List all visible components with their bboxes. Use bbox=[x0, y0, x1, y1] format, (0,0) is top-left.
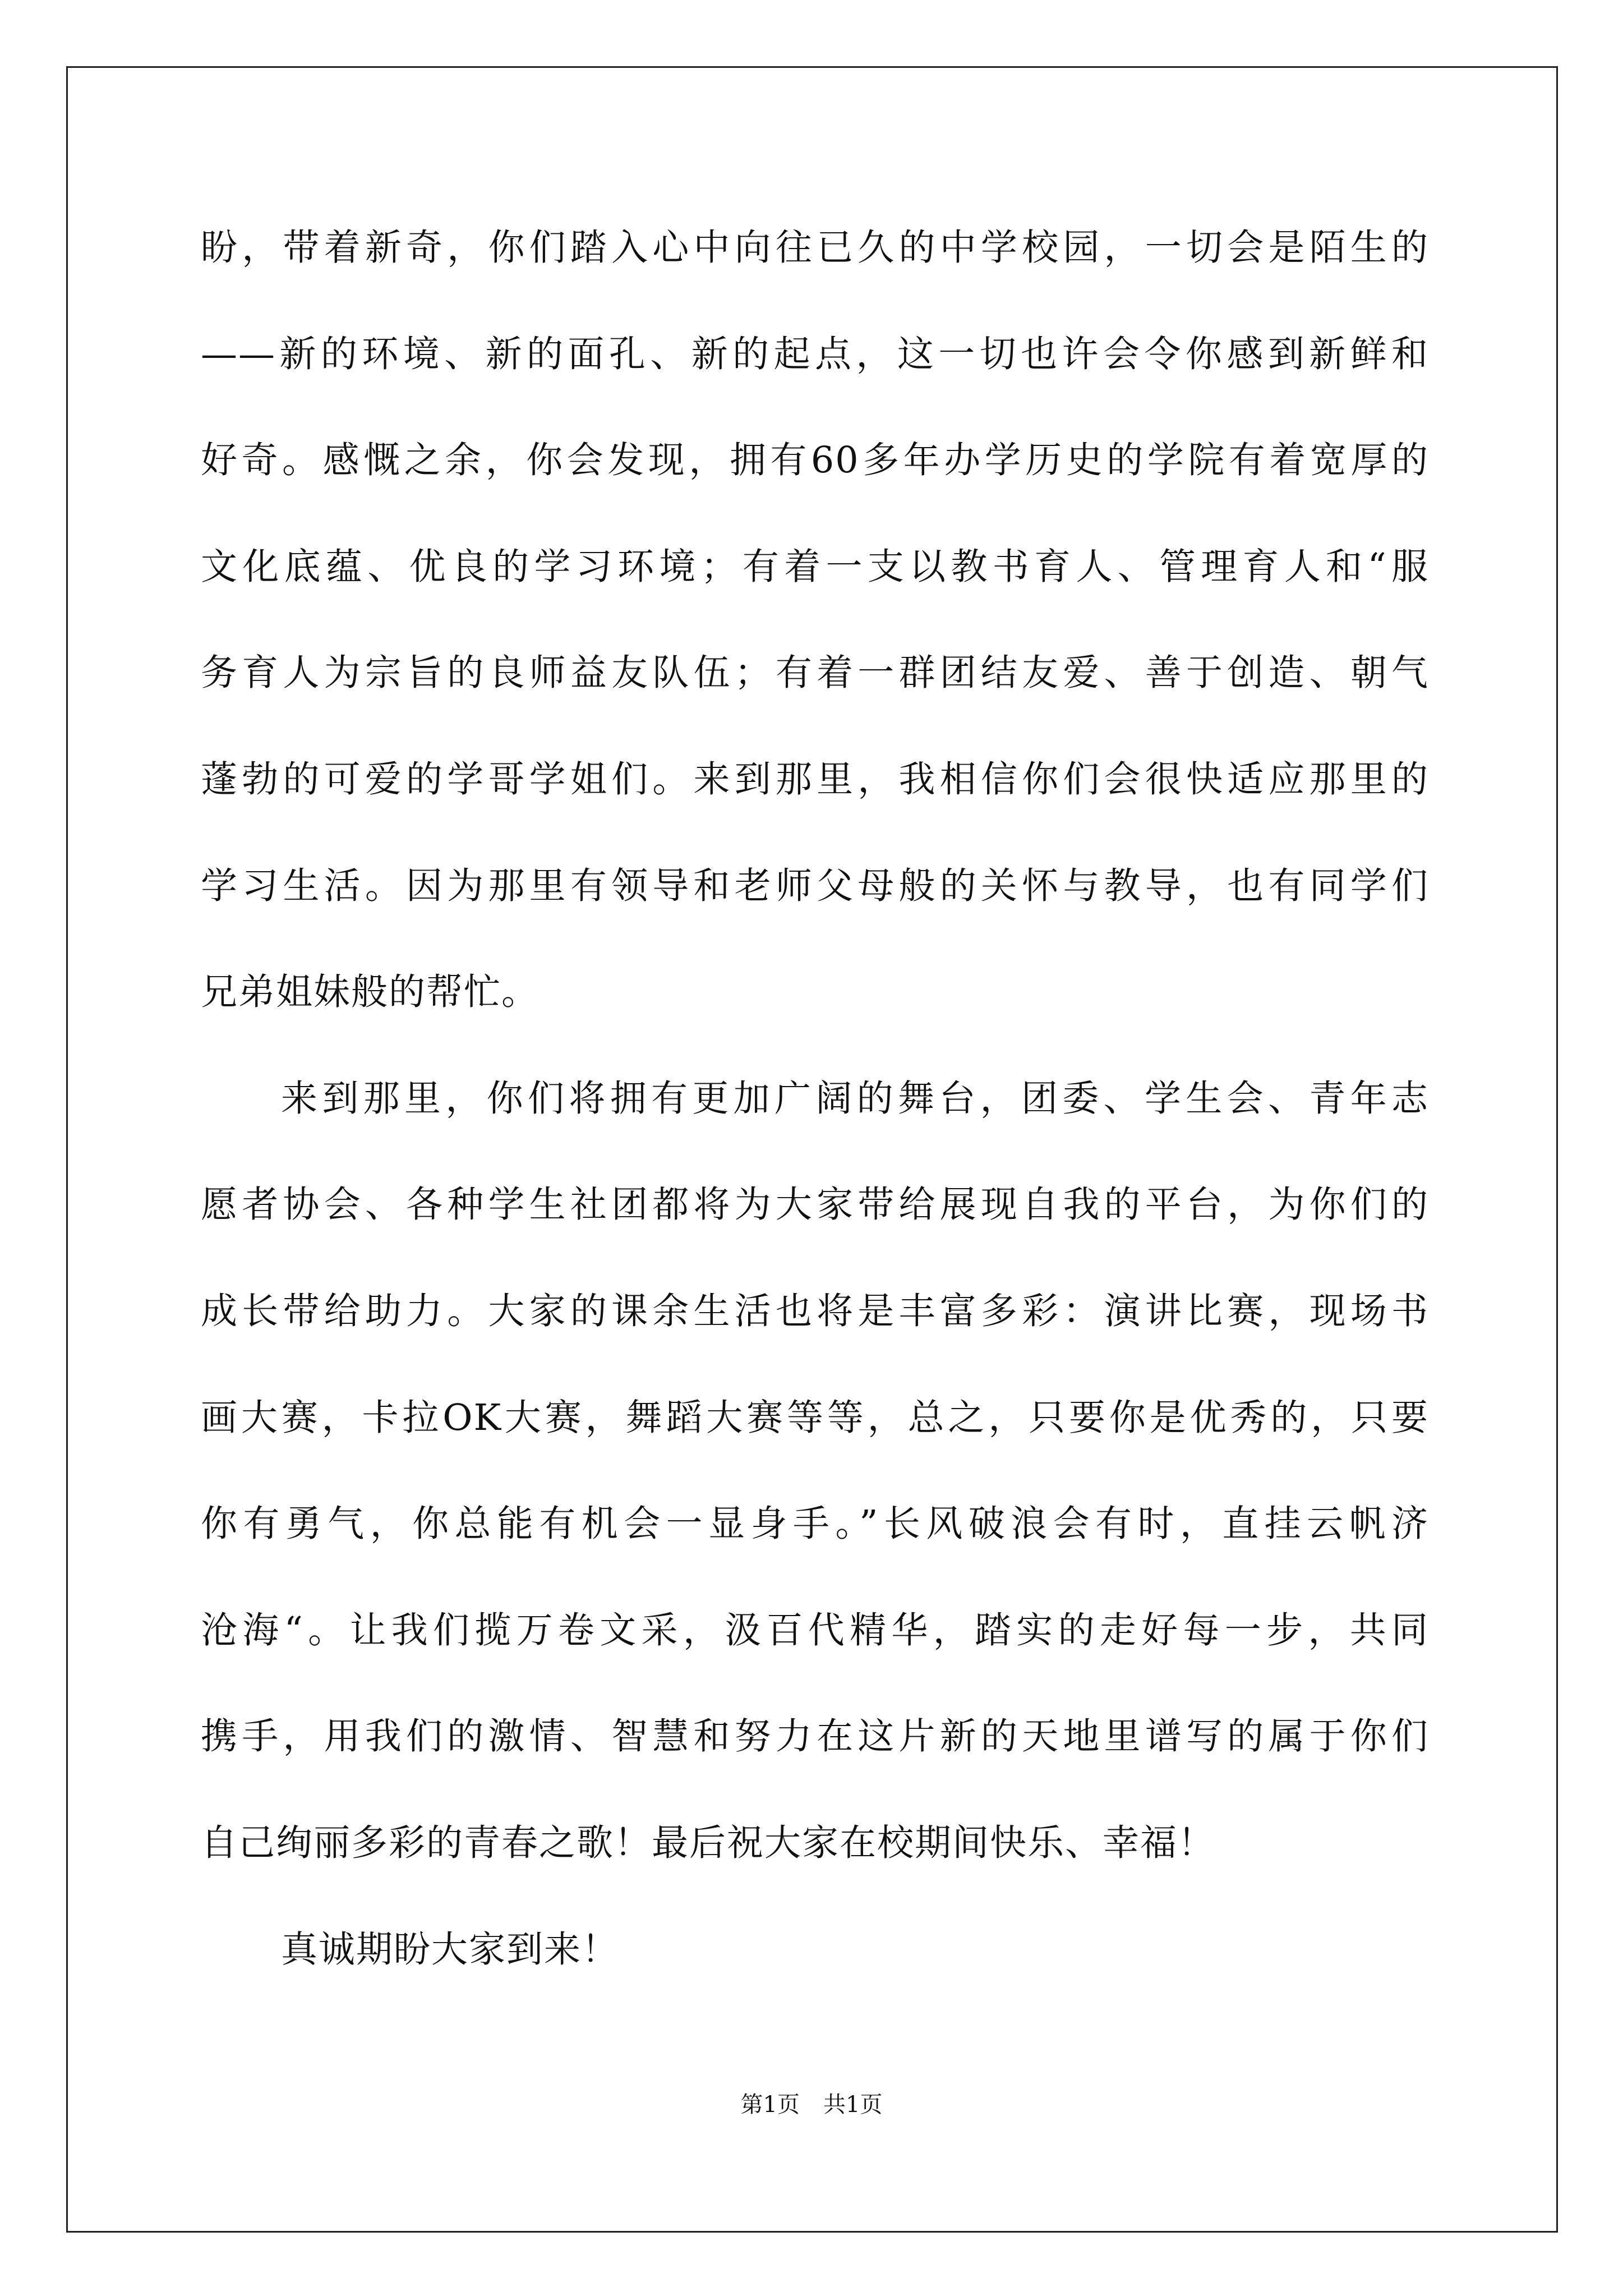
closing-line: 真诚期盼大家到来！ bbox=[281, 1928, 620, 1971]
document-body bbox=[201, 214, 1429, 2022]
text-line: 沧海“。让我们揽万卷文采，汲百代精华，踏实的走好每一步，共同 bbox=[201, 1609, 1429, 1651]
text-line: ——新的环境、新的面孔、新的起点，这一切也许会令你感到新鲜和 bbox=[201, 333, 1429, 375]
page-number: 第1页 bbox=[740, 2092, 800, 2118]
text-line: 携手，用我们的激情、智慧和努力在这片新的天地里谱写的属于你们 bbox=[201, 1715, 1429, 1758]
text-line: 画大赛，卡拉OK大赛，舞蹈大赛等等，总之，只要你是优秀的，只要 bbox=[201, 1396, 1429, 1439]
text-line: 务育人为宗旨的良师益友队伍；有着一群团结友爱、善于创造、朝气 bbox=[201, 652, 1429, 694]
text-line: 愿者协会、各种学生社团都将为大家带给展现自我的平台，为你们的 bbox=[201, 1184, 1429, 1226]
text-line: 蓬勃的可爱的学哥学姐们。来到那里，我相信你们会很快适应那里的 bbox=[201, 758, 1429, 800]
text-line: 你有勇气，你总能有机会一显身手。”长风破浪会有时，直挂云帆济 bbox=[201, 1503, 1429, 1545]
page-total: 共1页 bbox=[823, 2092, 883, 2118]
page-footer bbox=[0, 2088, 1623, 2122]
text-line: 自己绚丽多彩的青春之歌！最后祝大家在校期间快乐、幸福！ bbox=[201, 1821, 1216, 1864]
text-line: 兄弟姐妹般的帮忙。 bbox=[201, 971, 540, 1014]
text-line: 盼，带着新奇，你们踏入心中向往已久的中学校园，一切会是陌生的 bbox=[201, 227, 1429, 269]
text-line: 文化底蕴、优良的学习环境；有着一支以教书育人、管理育人和“服 bbox=[201, 545, 1429, 588]
text-line: 好奇。感慨之余，你会发现，拥有60多年办学历史的学院有着宽厚的 bbox=[201, 439, 1429, 482]
paragraph-first-line: 来到那里，你们将拥有更加广阔的舞台，团委、学生会、青年志 bbox=[281, 1077, 1429, 1120]
text-line: 学习生活。因为那里有领导和老师父母般的关怀与教导，也有同学们 bbox=[201, 864, 1429, 907]
text-line: 成长带给助力。大家的课余生活也将是丰富多彩：演讲比赛，现场书 bbox=[201, 1290, 1429, 1332]
